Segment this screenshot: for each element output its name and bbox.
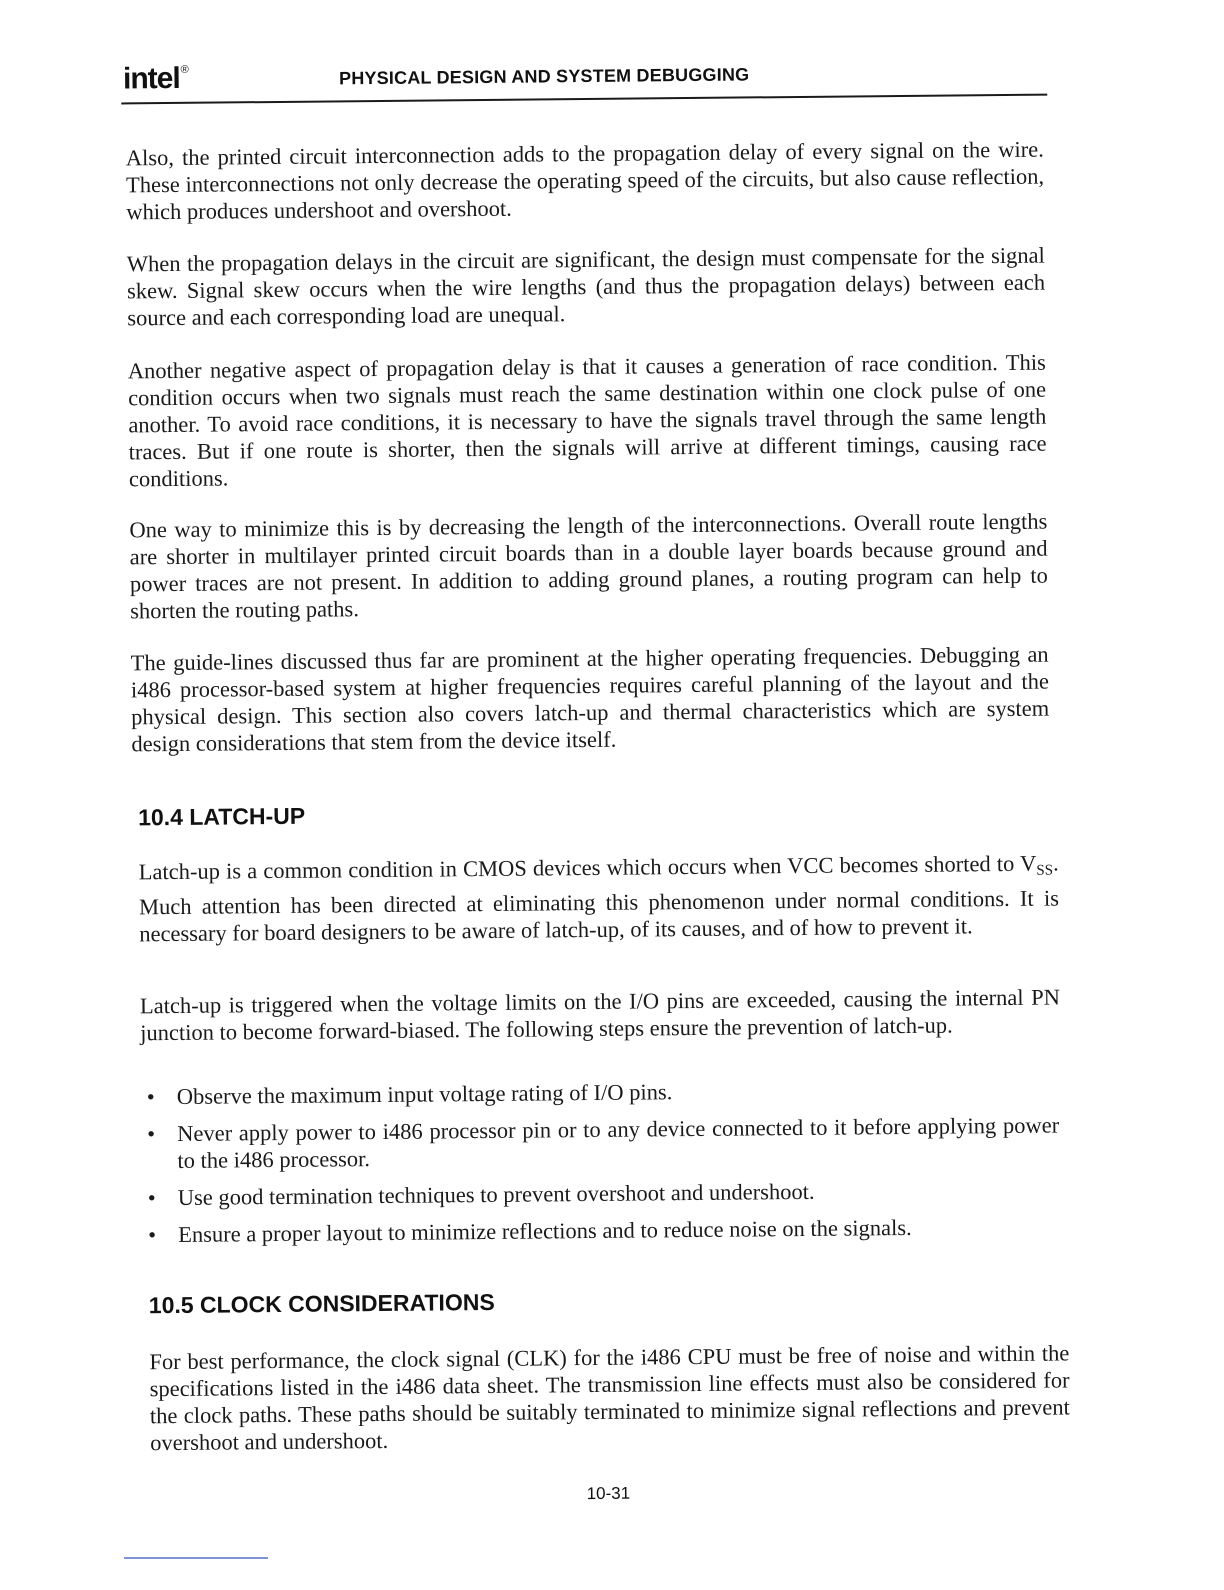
page-number: 10-31 <box>586 1483 631 1504</box>
list-item-text: Ensure a proper layout to minimize reflections and to reduce noise on the signals. <box>178 1214 912 1247</box>
list-item-text: Never apply power to i486 processor pin or to any device connected to it before applying power to the i486 processor. <box>177 1112 1060 1173</box>
list-item <box>144 1213 1060 1249</box>
latchup-para1-start: Latch-up is a common condition in CMOS devices which occurs when VCC becomes shorted to V <box>138 850 1037 885</box>
intro-paragraph-1: Also, the printed circuit interconnection adds to the propagation delay of every signal on the wire. These interconnections not only decrease the operating speed of the circuits, but also cause reflection, which produces undershoot and overshoot. <box>125 136 1045 225</box>
section-heading-latchup: 10.4 LATCH-UP <box>138 802 306 831</box>
intro-paragraph-3: Another negative aspect of propagation delay is that it causes a generation of race condition. This condition occurs when two signals must reach the same destination within one clock pulse of one another. To avoid race conditions, it is necessary to have the signals travel through the same length traces. But if one route is shorter, then the signals will arrive at different timings, causing race conditions. <box>127 349 1047 492</box>
footer-rule <box>124 1557 268 1559</box>
list-item-text: Use good termination techniques to prevent overshoot and undershoot. <box>177 1178 815 1210</box>
list-item-text: Observe the maximum input voltage rating of I/O pins. <box>176 1079 673 1109</box>
list-item <box>144 1176 1060 1212</box>
vss-subscript: SS <box>1036 862 1054 879</box>
bullet-icon: • <box>147 1185 156 1211</box>
bullet-icon: • <box>147 1121 156 1147</box>
logo-text: intel <box>122 61 180 96</box>
list-item <box>143 1112 1059 1175</box>
latchup-paragraph-1 <box>139 850 1060 948</box>
intro-paragraph-2: When the propagation delays in the circuit are significant, the design must compensate for the signal skew. Signal skew occurs when the wire lengths (and thus the propagation delays) between each source and each corresponding load are unequal. <box>126 242 1046 331</box>
latchup-para1-end: . Much attention has been directed at eliminating this phenomenon under normal conditions. It is necessary for board designers to be aware of latch-up, of its causes, and of how to prevent it. <box>138 850 1060 947</box>
intel-logo <box>123 62 188 97</box>
list-item <box>143 1075 1059 1111</box>
bullet-icon: • <box>146 1084 155 1110</box>
bullet-icon: • <box>148 1222 157 1248</box>
latchup-paragraph-2: Latch-up is triggered when the voltage limits on the I/O pins are exceeded, causing the internal PN junction to become forward-biased. The following steps ensure the prevention of latch-up. <box>139 984 1061 1046</box>
page-header <box>121 54 1047 105</box>
latchup-prevention-list <box>143 1075 1061 1259</box>
clock-paragraph: For best performance, the clock signal (CLK) for the i486 CPU must be free of noise and within the specifications listed in the i486 data sheet. The transmission line effects must also be considered for the clock paths. These paths should be suitably terminated to minimize signal reflections and prevent overshoot and undershoot. <box>149 1340 1070 1456</box>
intro-paragraph-5: The guide-lines discussed thus far are prominent at the higher operating frequencies. Debugging an i486 processor-based system at higher frequencies requires careful planning of the layout and the physical design. This section also covers latch-up and thermal characteristics which are system design considerations that stem from the device itself. <box>130 641 1050 757</box>
section-heading-clock: 10.5 CLOCK CONSIDERATIONS <box>148 1288 495 1319</box>
intro-paragraph-4: One way to minimize this is by decreasing the length of the interconnections. Overall route lengths are shorter in multilayer printed circuit boards than in a double layer boards because ground and power traces are not present. In addition to adding ground planes, a routing program can help to shorten the routing paths. <box>129 508 1048 624</box>
registered-mark: ® <box>180 63 188 76</box>
running-head-title: PHYSICAL DESIGN AND SYSTEM DEBUGGING <box>338 64 750 89</box>
